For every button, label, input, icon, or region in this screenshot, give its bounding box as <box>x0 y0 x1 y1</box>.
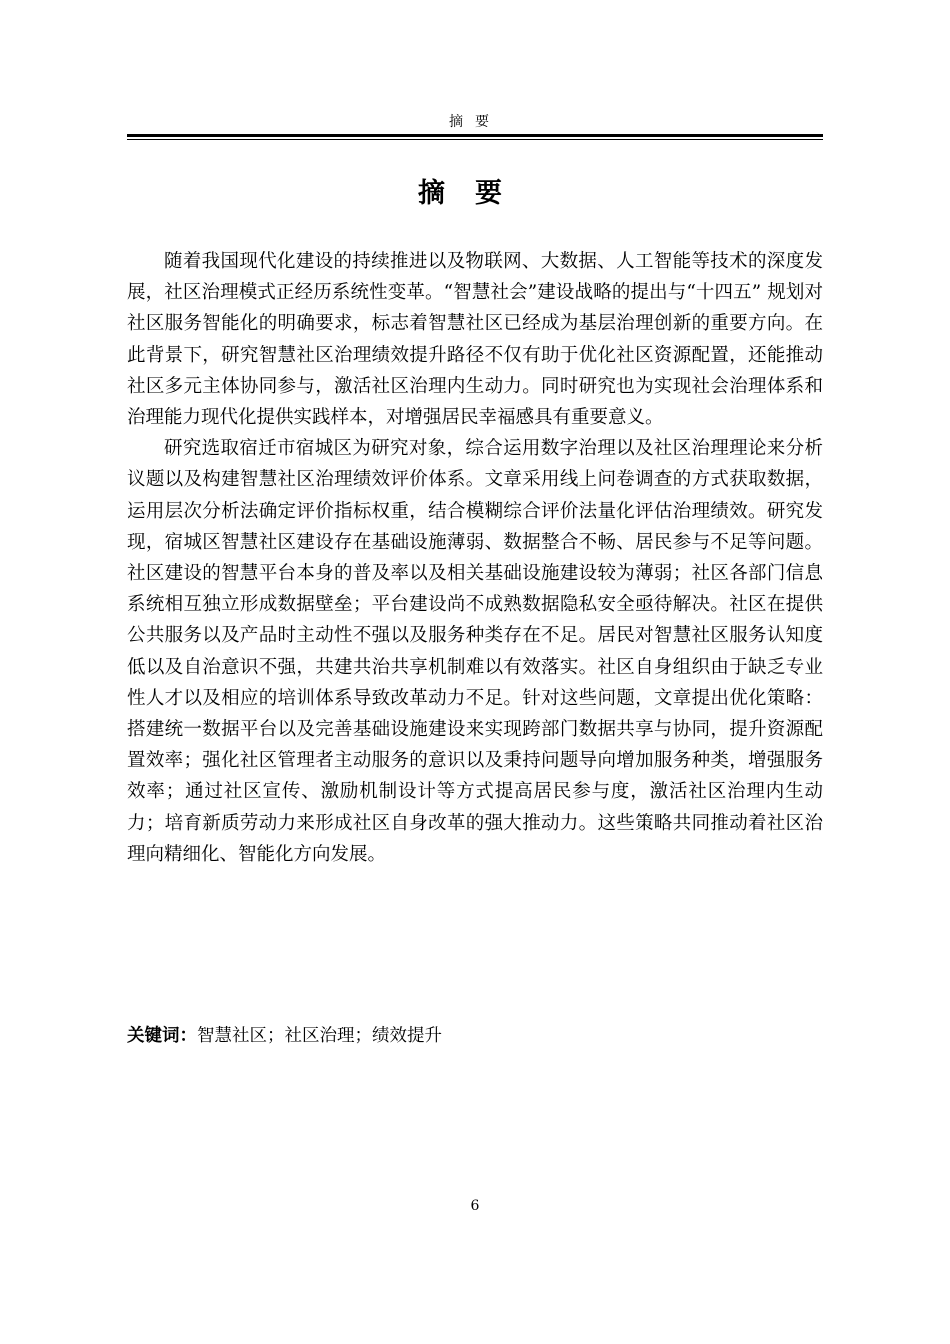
header-rule-thin <box>127 139 823 140</box>
page-title: 摘要 <box>418 178 532 209</box>
abstract-body <box>127 246 823 870</box>
keywords-line <box>127 1022 823 1050</box>
keywords-values: 智慧社区；社区治理；绩效提升 <box>197 1026 442 1046</box>
running-header: 摘要 <box>449 114 501 130</box>
header-rule-thick <box>127 134 823 137</box>
keywords-label: 关键词： <box>127 1026 197 1046</box>
page-number: 6 <box>470 1198 480 1214</box>
abstract-paragraph-1: 随着我国现代化建设的持续推进以及物联网、大数据、人工智能等技术的深度发展，社区治理模式正经历系统性变革。“智慧社会”建设战略的提出与“十四五” 规划对社区服务智能化的明确要求，标志着智慧社区已经成为基层治理创新的重要方向。在此背景下，研究智慧社区治理绩效提升路径不仅有助于优化社区资源配置，还能推动社区多元主体协同参与，激活社区治理内生动力。同时研究也为实现社会治理体系和治理能力现代化提供实践样本，对增强居民幸福感具有重要意义。 <box>127 251 823 429</box>
abstract-paragraph-2: 研究选取宿迁市宿城区为研究对象，综合运用数字治理以及社区治理理论来分析议题以及构建智慧社区治理绩效评价体系。文章采用线上问卷调查的方式获取数据，运用层次分析法确定评价指标权重，结合模糊综合评价法量化评估治理绩效。研究发现，宿城区智慧社区建设存在基础设施薄弱、数据整合不畅、居民参与不足等问题。社区建设的智慧平台本身的普及率以及相关基础设施建设较为薄弱；社区各部门信息系统相互独立形成数据壁垒；平台建设尚不成熟数据隐私安全亟待解决。社区在提供公共服务以及产品时主动性不强以及服务种类存在不足。居民对智慧社区服务认知度低以及自治意识不强，共建共治共享机制难以有效落实。社区自身组织由于缺乏专业性人才以及相应的培训体系导致改革动力不足。针对这些问题，文章提出优化策略：搭建统一数据平台以及完善基础设施建设来实现跨部门数据共享与协同，提升资源配置效率；强化社区管理者主动服务的意识以及秉持问题导向增加服务种类，增强服务效率；通过社区宣传、激励机制设计等方式提高居民参与度，激活社区治理内生动力；培育新质劳动力来形成社区自身改革的强大推动力。这些策略共同推动着社区治理向精细化、智能化方向发展。 <box>127 438 823 865</box>
